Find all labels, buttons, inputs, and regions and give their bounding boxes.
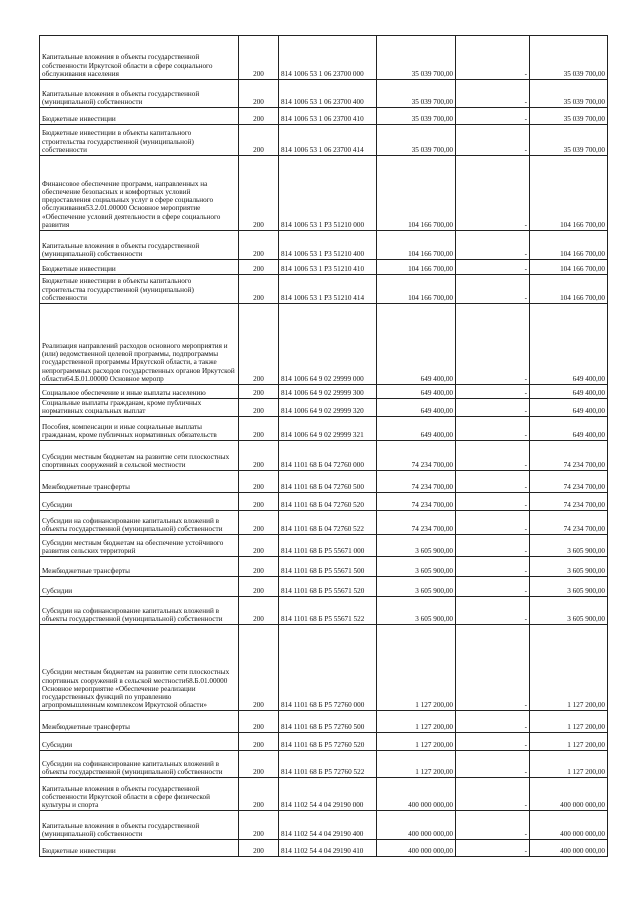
row-kbk-cell: 814 1006 53 1 P3 51210 400 <box>279 231 377 260</box>
row-total-cell: 3 605 900,00 <box>530 535 608 557</box>
row-total-cell: 3 605 900,00 <box>530 597 608 625</box>
row-name-cell: Субсидии <box>40 733 239 751</box>
row-amount-cell: 400 000 000,00 <box>377 778 456 811</box>
row-kbk-cell: 814 1101 68 Б 04 72760 522 <box>279 511 377 535</box>
budget-table-body <box>40 36 608 857</box>
row-code-cell: 200 <box>239 80 279 108</box>
row-kbk-cell: 814 1006 53 1 06 23700 000 <box>279 36 377 80</box>
table-row <box>40 36 608 80</box>
table-row <box>40 625 608 711</box>
row-code-cell: 200 <box>239 275 279 304</box>
row-change-cell: - <box>456 231 530 260</box>
row-name-cell: Бюджетные инвестиции <box>40 260 239 275</box>
row-name-cell: Субсидии местным бюджетам на обеспечение устойчивого развития сельских территорий <box>40 535 239 557</box>
row-total-cell: 1 127 200,00 <box>530 733 608 751</box>
row-kbk-cell: 814 1006 64 9 02 29999 300 <box>279 385 377 399</box>
row-total-cell: 74 234 700,00 <box>530 511 608 535</box>
row-amount-cell: 35 039 700,00 <box>377 125 456 156</box>
row-kbk-cell: 814 1006 53 1 06 23700 414 <box>279 125 377 156</box>
row-amount-cell: 1 127 200,00 <box>377 625 456 711</box>
row-code-cell: 200 <box>239 125 279 156</box>
row-total-cell: 3 605 900,00 <box>530 557 608 577</box>
table-row <box>40 125 608 156</box>
table-row <box>40 385 608 399</box>
row-total-cell: 1 127 200,00 <box>530 751 608 778</box>
row-code-cell: 200 <box>239 511 279 535</box>
table-row <box>40 711 608 733</box>
row-change-cell: - <box>456 260 530 275</box>
row-name-cell: Субсидии на софинансирование капитальных вложений в объекты государственной (муниципальной) собственности <box>40 751 239 778</box>
row-name-cell: Субсидии на софинансирование капитальных вложений в объекты государственной (муниципальной) собственности <box>40 511 239 535</box>
row-change-cell: - <box>456 275 530 304</box>
row-amount-cell: 1 127 200,00 <box>377 733 456 751</box>
row-amount-cell: 1 127 200,00 <box>377 711 456 733</box>
table-row <box>40 811 608 840</box>
row-amount-cell: 74 234 700,00 <box>377 511 456 535</box>
row-amount-cell: 3 605 900,00 <box>377 535 456 557</box>
row-name-cell: Капитальные вложения в объекты государственной собственности Иркутской области в сфере физической культуры и спорта <box>40 778 239 811</box>
row-code-cell: 200 <box>239 557 279 577</box>
budget-table <box>39 35 608 857</box>
table-row <box>40 80 608 108</box>
row-change-cell: - <box>456 511 530 535</box>
row-change-cell: - <box>456 811 530 840</box>
row-kbk-cell: 814 1006 64 9 02 29999 000 <box>279 304 377 385</box>
row-name-cell: Социальные выплаты гражданам, кроме публичных нормативных социальных выплат <box>40 399 239 417</box>
row-total-cell: 104 166 700,00 <box>530 260 608 275</box>
row-total-cell: 1 127 200,00 <box>530 625 608 711</box>
table-row <box>40 156 608 231</box>
row-total-cell: 104 166 700,00 <box>530 231 608 260</box>
row-code-cell: 200 <box>239 156 279 231</box>
row-total-cell: 104 166 700,00 <box>530 275 608 304</box>
row-code-cell: 200 <box>239 535 279 557</box>
row-name-cell: Бюджетные инвестиции в объекты капитального строительства государственной (муниципальной) собственности <box>40 275 239 304</box>
row-code-cell: 200 <box>239 778 279 811</box>
row-amount-cell: 3 605 900,00 <box>377 597 456 625</box>
row-change-cell: - <box>456 751 530 778</box>
row-total-cell: 3 605 900,00 <box>530 577 608 597</box>
row-name-cell: Пособия, компенсации и иные социальные выплаты гражданам, кроме публичных нормативных обязательств <box>40 417 239 441</box>
row-change-cell: - <box>456 597 530 625</box>
row-kbk-cell: 814 1101 68 Б P5 72760 000 <box>279 625 377 711</box>
table-row <box>40 597 608 625</box>
row-code-cell: 200 <box>239 840 279 857</box>
row-name-cell: Субсидии на софинансирование капитальных вложений в объекты государственной (муниципальной) собственности <box>40 597 239 625</box>
row-change-cell: - <box>456 385 530 399</box>
table-row <box>40 493 608 511</box>
row-code-cell: 200 <box>239 711 279 733</box>
table-row <box>40 441 608 471</box>
row-amount-cell: 1 127 200,00 <box>377 751 456 778</box>
row-kbk-cell: 814 1101 68 Б P5 55671 500 <box>279 557 377 577</box>
row-amount-cell: 74 234 700,00 <box>377 441 456 471</box>
row-kbk-cell: 814 1101 68 Б P5 72760 522 <box>279 751 377 778</box>
table-row <box>40 108 608 125</box>
row-total-cell: 649 400,00 <box>530 385 608 399</box>
table-row <box>40 275 608 304</box>
row-kbk-cell: 814 1101 68 Б P5 72760 500 <box>279 711 377 733</box>
row-change-cell: - <box>456 304 530 385</box>
row-amount-cell: 35 039 700,00 <box>377 36 456 80</box>
row-change-cell: - <box>456 557 530 577</box>
row-total-cell: 74 234 700,00 <box>530 471 608 493</box>
row-amount-cell: 35 039 700,00 <box>377 80 456 108</box>
row-amount-cell: 74 234 700,00 <box>377 493 456 511</box>
row-code-cell: 200 <box>239 441 279 471</box>
row-code-cell: 200 <box>239 751 279 778</box>
row-name-cell: Субсидии <box>40 577 239 597</box>
row-change-cell: - <box>456 471 530 493</box>
row-change-cell: - <box>456 156 530 231</box>
row-code-cell: 200 <box>239 471 279 493</box>
table-row <box>40 535 608 557</box>
row-code-cell: 200 <box>239 811 279 840</box>
table-row <box>40 840 608 857</box>
row-code-cell: 200 <box>239 625 279 711</box>
row-name-cell: Бюджетные инвестиции <box>40 840 239 857</box>
row-kbk-cell: 814 1102 54 4 04 29190 400 <box>279 811 377 840</box>
row-total-cell: 400 000 000,00 <box>530 778 608 811</box>
row-kbk-cell: 814 1101 68 Б 04 72760 520 <box>279 493 377 511</box>
table-row <box>40 577 608 597</box>
row-change-cell: - <box>456 80 530 108</box>
table-row <box>40 511 608 535</box>
row-code-cell: 200 <box>239 597 279 625</box>
row-kbk-cell: 814 1102 54 4 04 29190 410 <box>279 840 377 857</box>
row-code-cell: 200 <box>239 36 279 80</box>
row-name-cell: Субсидии местным бюджетам на развитие сети плоскостных спортивных сооружений в сельской местности68.Б.01.00000 Основное мероприятие «Обеспечение реализации государственных функций по управлению агропромышленным комплексом Иркутской области» <box>40 625 239 711</box>
row-code-cell: 200 <box>239 304 279 385</box>
table-row <box>40 471 608 493</box>
row-code-cell: 200 <box>239 399 279 417</box>
row-name-cell: Субсидии <box>40 493 239 511</box>
row-total-cell: 35 039 700,00 <box>530 36 608 80</box>
table-row <box>40 557 608 577</box>
row-change-cell: - <box>456 711 530 733</box>
row-kbk-cell: 814 1006 53 1 P3 51210 410 <box>279 260 377 275</box>
row-change-cell: - <box>456 778 530 811</box>
table-row <box>40 733 608 751</box>
row-amount-cell: 104 166 700,00 <box>377 260 456 275</box>
row-change-cell: - <box>456 625 530 711</box>
row-code-cell: 200 <box>239 231 279 260</box>
row-code-cell: 200 <box>239 733 279 751</box>
row-change-cell: - <box>456 577 530 597</box>
row-code-cell: 200 <box>239 385 279 399</box>
row-total-cell: 35 039 700,00 <box>530 125 608 156</box>
row-kbk-cell: 814 1101 68 Б P5 55671 522 <box>279 597 377 625</box>
table-row <box>40 304 608 385</box>
row-amount-cell: 74 234 700,00 <box>377 471 456 493</box>
row-total-cell: 649 400,00 <box>530 399 608 417</box>
row-total-cell: 74 234 700,00 <box>530 493 608 511</box>
row-amount-cell: 649 400,00 <box>377 399 456 417</box>
row-amount-cell: 400 000 000,00 <box>377 840 456 857</box>
row-kbk-cell: 814 1006 53 1 06 23700 410 <box>279 108 377 125</box>
row-total-cell: 649 400,00 <box>530 417 608 441</box>
table-row <box>40 417 608 441</box>
row-name-cell: Капитальные вложения в объекты государственной (муниципальной) собственности <box>40 231 239 260</box>
row-change-cell: - <box>456 399 530 417</box>
row-amount-cell: 400 000 000,00 <box>377 811 456 840</box>
row-name-cell: Капитальные вложения в объекты государственной (муниципальной) собственности <box>40 80 239 108</box>
row-kbk-cell: 814 1006 53 1 P3 51210 414 <box>279 275 377 304</box>
row-name-cell: Социальное обеспечение и иные выплаты населению <box>40 385 239 399</box>
row-total-cell: 35 039 700,00 <box>530 80 608 108</box>
row-kbk-cell: 814 1006 64 9 02 29999 320 <box>279 399 377 417</box>
row-kbk-cell: 814 1101 68 Б 04 72760 500 <box>279 471 377 493</box>
row-change-cell: - <box>456 535 530 557</box>
row-name-cell: Бюджетные инвестиции <box>40 108 239 125</box>
row-kbk-cell: 814 1101 68 Б P5 55671 520 <box>279 577 377 597</box>
row-change-cell: - <box>456 108 530 125</box>
row-code-cell: 200 <box>239 493 279 511</box>
row-amount-cell: 3 605 900,00 <box>377 557 456 577</box>
row-kbk-cell: 814 1101 68 Б P5 72760 520 <box>279 733 377 751</box>
table-row <box>40 751 608 778</box>
table-row <box>40 231 608 260</box>
row-change-cell: - <box>456 125 530 156</box>
row-total-cell: 400 000 000,00 <box>530 840 608 857</box>
row-code-cell: 200 <box>239 417 279 441</box>
row-amount-cell: 104 166 700,00 <box>377 275 456 304</box>
row-name-cell: Бюджетные инвестиции в объекты капитального строительства государственной (муниципальной) собственности <box>40 125 239 156</box>
row-code-cell: 200 <box>239 260 279 275</box>
row-name-cell: Межбюджетные трансферты <box>40 557 239 577</box>
row-total-cell: 35 039 700,00 <box>530 108 608 125</box>
row-name-cell: Межбюджетные трансферты <box>40 471 239 493</box>
row-kbk-cell: 814 1006 53 1 P3 51210 000 <box>279 156 377 231</box>
row-total-cell: 104 166 700,00 <box>530 156 608 231</box>
row-kbk-cell: 814 1102 54 4 04 29190 000 <box>279 778 377 811</box>
row-change-cell: - <box>456 417 530 441</box>
row-code-cell: 200 <box>239 577 279 597</box>
row-amount-cell: 35 039 700,00 <box>377 108 456 125</box>
row-amount-cell: 649 400,00 <box>377 417 456 441</box>
row-change-cell: - <box>456 840 530 857</box>
row-name-cell: Реализация направлений расходов основного мероприятия и (или) ведомственной целевой программы, подпрограммы государственной программы Иркутской области, а также непрограммных расходов государственных органов Иркутской области64.Б.01.00000 Основное меропр <box>40 304 239 385</box>
row-kbk-cell: 814 1101 68 Б P5 55671 000 <box>279 535 377 557</box>
row-name-cell: Межбюджетные трансферты <box>40 711 239 733</box>
table-row <box>40 399 608 417</box>
table-row <box>40 778 608 811</box>
row-kbk-cell: 814 1006 64 9 02 29999 321 <box>279 417 377 441</box>
row-amount-cell: 649 400,00 <box>377 385 456 399</box>
row-change-cell: - <box>456 441 530 471</box>
row-amount-cell: 649 400,00 <box>377 304 456 385</box>
row-name-cell: Субсидии местным бюджетам на развитие сети плоскостных спортивных сооружений в сельской местности <box>40 441 239 471</box>
row-amount-cell: 104 166 700,00 <box>377 231 456 260</box>
row-code-cell: 200 <box>239 108 279 125</box>
row-kbk-cell: 814 1101 68 Б 04 72760 000 <box>279 441 377 471</box>
table-row <box>40 260 608 275</box>
row-total-cell: 1 127 200,00 <box>530 711 608 733</box>
row-name-cell: Финансовое обеспечение программ, направленных на обеспечение безопасных и комфортных условий предоставления социальных услуг в сфере социального обслуживания53.2.01.00000 Основное мероприятие «Обеспечение условий деятельности в сфере социального развития <box>40 156 239 231</box>
row-kbk-cell: 814 1006 53 1 06 23700 400 <box>279 80 377 108</box>
row-change-cell: - <box>456 493 530 511</box>
row-change-cell: - <box>456 36 530 80</box>
row-amount-cell: 104 166 700,00 <box>377 156 456 231</box>
row-change-cell: - <box>456 733 530 751</box>
row-name-cell: Капитальные вложения в объекты государственной собственности Иркутской области в сфере социального обслуживания населения <box>40 36 239 80</box>
row-amount-cell: 3 605 900,00 <box>377 577 456 597</box>
row-name-cell: Капитальные вложения в объекты государственной (муниципальной) собственности <box>40 811 239 840</box>
row-total-cell: 649 400,00 <box>530 304 608 385</box>
row-total-cell: 400 000 000,00 <box>530 811 608 840</box>
row-total-cell: 74 234 700,00 <box>530 441 608 471</box>
